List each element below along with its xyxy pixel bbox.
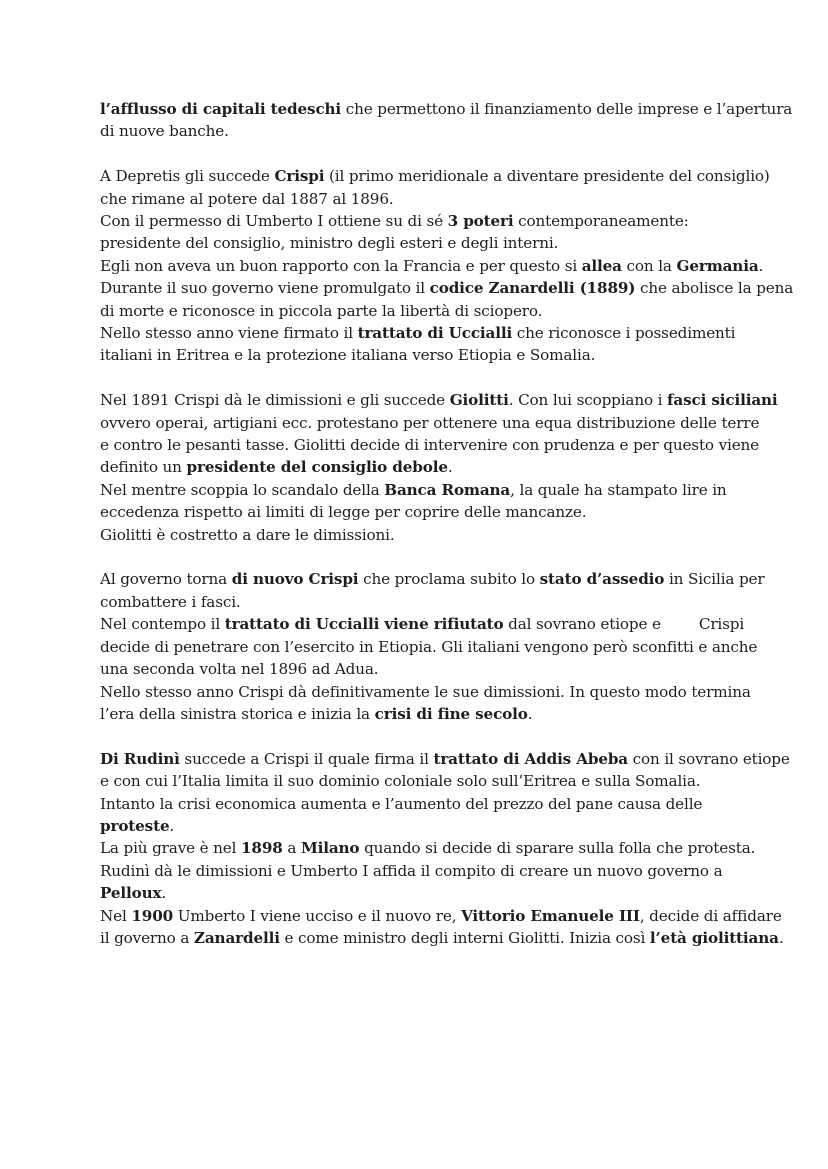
text-line xyxy=(100,793,740,815)
bold-text: l’età giolittiana xyxy=(649,928,779,947)
bold-text: trattato di Uccialli viene rifiutato xyxy=(224,615,504,634)
text-run: combattere i fasci. xyxy=(100,592,241,611)
text-line xyxy=(100,658,740,680)
text-run: . xyxy=(161,884,167,903)
text-line xyxy=(100,860,740,882)
text-run: che rimane al potere dal 1887 al 1896. xyxy=(100,189,394,208)
text-run: Nel xyxy=(100,906,132,925)
text-run: . xyxy=(758,256,764,275)
text-run: in Sicilia per xyxy=(664,570,765,589)
bold-text: stato d’assedio xyxy=(539,570,665,589)
text-run: . xyxy=(169,816,175,835)
text-run: . xyxy=(778,928,784,947)
text-run: Umberto I viene ucciso e il nuovo re, xyxy=(173,906,462,925)
text-line xyxy=(100,120,740,142)
text-line xyxy=(100,815,740,837)
text-run: a xyxy=(282,839,301,858)
text-run: di morte e riconosce in piccola parte la libertà di sciopero. xyxy=(100,301,543,320)
text-line xyxy=(100,456,740,478)
bold-text: l’afflusso di capitali tedeschi xyxy=(100,100,342,118)
paragraph xyxy=(100,98,793,143)
text-line xyxy=(100,165,770,187)
text-line xyxy=(100,703,740,725)
text-run: che permettono il finanziamento delle imprese e l’apertura xyxy=(341,100,793,118)
text-run: Con il permesso di Umberto I ottiene su di sé xyxy=(100,212,448,231)
text-line xyxy=(100,748,790,770)
bold-text: Banca Romana xyxy=(384,480,511,499)
text-line xyxy=(100,591,740,613)
text-line xyxy=(100,255,764,277)
text-line xyxy=(100,927,784,949)
text-line xyxy=(100,636,758,658)
text-run: che riconosce i possedimenti xyxy=(512,324,736,343)
bold-text: Pelloux xyxy=(100,884,162,903)
text-line xyxy=(100,300,740,322)
text-run: Giolitti è costretto a dare le dimissioni. xyxy=(100,525,395,544)
bold-text: Crispi xyxy=(274,167,325,186)
text-line xyxy=(100,613,745,635)
bold-text: Germania xyxy=(676,256,759,275)
bold-text: fasci siciliani xyxy=(667,391,778,410)
text-line xyxy=(100,188,740,210)
text-run: Nel mentre scoppia lo scandalo della xyxy=(100,480,385,499)
text-run: A Depretis gli succede xyxy=(100,167,275,186)
text-line xyxy=(100,905,782,927)
text-run: Egli non aveva un buon rapporto con la Francia e per questo si xyxy=(100,256,582,275)
text-run: La più grave è nel xyxy=(100,839,242,858)
text-run: e con cui l’Italia limita il suo dominio coloniale solo sull’Eritrea e sulla Somalia. xyxy=(100,772,701,791)
text-run: presidente del consiglio, ministro degli esteri e degli interni. xyxy=(100,234,559,253)
text-run: Nel contempo il xyxy=(100,615,225,634)
text-run: e come ministro degli interni Giolitti. Inizia così xyxy=(279,928,650,947)
text-line xyxy=(100,344,740,366)
text-line xyxy=(100,277,794,299)
bold-text: proteste xyxy=(100,816,170,835)
paragraph xyxy=(100,389,778,546)
text-run: contemporaneamente: xyxy=(513,212,689,231)
text-line xyxy=(100,837,756,859)
text-line xyxy=(100,412,760,434)
text-run: , la quale ha stampato lire in xyxy=(510,480,727,499)
text-run: che abolisce la pena xyxy=(635,279,794,298)
text-run: Durante il suo governo viene promulgato il xyxy=(100,279,430,298)
text-run: Rudinì dà le dimissioni e Umberto I affida il compito di creare un nuovo governo a xyxy=(100,861,723,880)
bold-text: codice Zanardelli (1889) xyxy=(429,279,636,298)
text-run: italiani in Eritrea e la protezione italiana verso Etiopia e Somalia. xyxy=(100,346,596,365)
bold-text: trattato di Uccialli xyxy=(357,324,513,343)
text-run: (il primo meridionale a diventare presidente del consiglio) xyxy=(324,167,770,186)
bold-text: 3 poteri xyxy=(447,212,514,231)
text-line xyxy=(100,479,740,501)
text-run: e contro le pesanti tasse. Giolitti decide di intervenire con prudenza e per questo viene xyxy=(100,436,760,455)
text-run: che proclama subito lo xyxy=(358,570,540,589)
text-run: . xyxy=(447,458,453,477)
document-body xyxy=(100,98,794,972)
text-run: una seconda volta nel 1896 ad Adua. xyxy=(100,660,379,679)
text-run: Nel 1891 Crispi dà le dimissioni e gli succede xyxy=(100,391,450,410)
bold-text: trattato di Addis Abeba xyxy=(433,749,628,768)
text-line xyxy=(100,210,740,232)
text-run: Nello stesso anno viene firmato il xyxy=(100,324,358,343)
text-line xyxy=(100,524,740,546)
text-line xyxy=(100,681,751,703)
bold-text: Vittorio Emanuele III xyxy=(461,906,640,925)
text-run: con la xyxy=(621,256,677,275)
bold-text: 1900 xyxy=(131,906,174,925)
text-run: . Con lui scoppiano i xyxy=(508,391,668,410)
text-run: . xyxy=(527,704,533,723)
text-line xyxy=(100,232,740,254)
bold-text: Milano xyxy=(300,839,360,858)
bold-text: 1898 xyxy=(241,839,283,858)
text-run: succede a Crispi il quale firma il xyxy=(179,749,434,768)
text-run: decide di penetrare con l’esercito in Etiopia. Gli italiani vengono però sconfitti e anche xyxy=(100,637,758,656)
text-line xyxy=(100,501,740,523)
text-line xyxy=(100,770,740,792)
paragraph xyxy=(100,748,790,950)
text-line xyxy=(100,434,760,456)
text-run: Crispi xyxy=(698,615,745,634)
text-run: il governo a xyxy=(100,928,194,947)
bold-text: Giolitti xyxy=(449,391,509,410)
bold-text: di nuovo Crispi xyxy=(231,570,359,589)
text-run: eccedenza rispetto ai limiti di legge per coprire delle mancanze. xyxy=(100,503,587,522)
text-run: quando si decide di sparare sulla folla che protesta. xyxy=(359,839,756,858)
text-line xyxy=(100,322,740,344)
text-line xyxy=(100,98,793,120)
text-line xyxy=(100,389,778,411)
text-line xyxy=(100,568,765,590)
text-run: Al governo torna xyxy=(100,570,232,589)
paragraph xyxy=(100,568,765,725)
text-run: di nuove banche. xyxy=(100,122,229,141)
bold-text: presidente del consiglio debole xyxy=(186,458,448,477)
paragraph xyxy=(100,165,794,367)
text-run: , decide di affidare xyxy=(639,906,782,925)
bold-text: Di Rudinì xyxy=(100,749,180,768)
text-run: Nello stesso anno Crispi dà definitivamente le sue dimissioni. In questo modo termina xyxy=(100,682,751,701)
bold-text: Zanardelli xyxy=(193,928,280,947)
text-run: ovvero operai, artigiani ecc. protestano per ottenere una equa distribuzione delle terre xyxy=(100,413,760,432)
text-run: Intanto la crisi economica aumenta e l’aumento del prezzo del pane causa delle xyxy=(100,794,703,813)
text-line xyxy=(100,882,740,904)
text-run: dal sovrano etiope e xyxy=(503,615,661,634)
bold-text: crisi di fine secolo xyxy=(374,704,528,723)
text-run: definito un xyxy=(100,458,187,477)
text-run: l’era della sinistra storica e inizia la xyxy=(100,704,375,723)
text-run: con il sovrano etiope xyxy=(628,749,790,768)
bold-text: allea xyxy=(581,256,622,275)
